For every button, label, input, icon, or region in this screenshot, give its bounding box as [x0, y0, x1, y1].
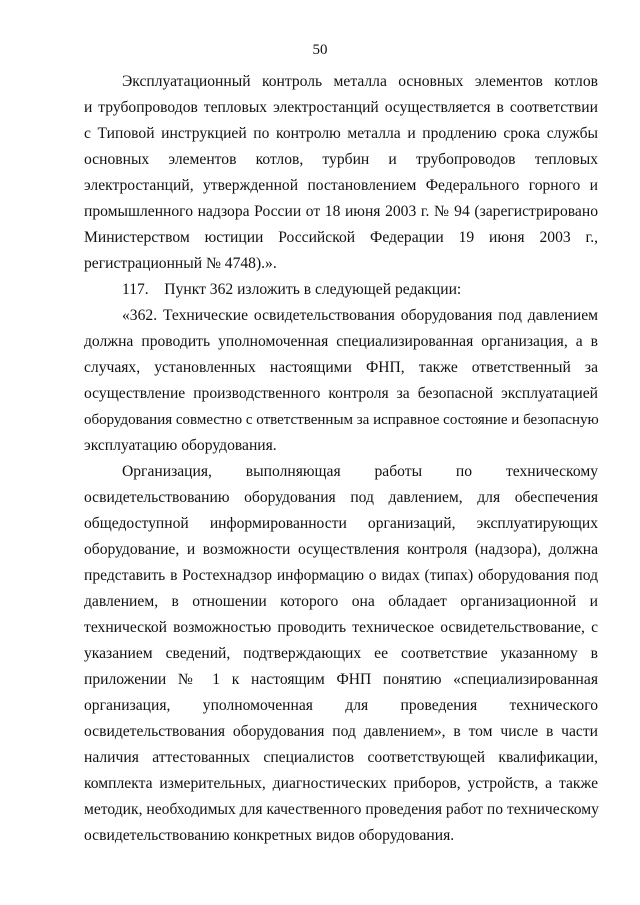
- item-117-heading: 117. Пункт 362 изложить в следующей редакции:: [122, 281, 462, 298]
- paragraph-4-line: освидетельствования оборудования под давлением», в том числе в части: [84, 723, 598, 740]
- paragraph-4-line: Организация, выполняющая работы по техническому: [122, 463, 598, 480]
- paragraph-3-line: должна проводить уполномоченная специализированная организация, а в: [84, 333, 598, 350]
- paragraph-1-line: с Типовой инструкцией по контролю металла и продлению срока службы: [84, 125, 598, 142]
- paragraph-4-line: методик, необходимых для качественного проведения работ по техническому: [84, 801, 599, 818]
- paragraph-4-line: комплекта измерительных, диагностических приборов, устройств, а также: [84, 775, 598, 792]
- paragraph-1-line: Министерством юстиции Российской Федерации 19 июня 2003 г.,: [84, 229, 598, 246]
- paragraph-3-line: осуществление производственного контроля за безопасной эксплуатацией: [84, 385, 598, 402]
- paragraph-4-line: наличия аттестованных специалистов соответствующей квалификации,: [84, 749, 598, 766]
- page-number: 50: [312, 42, 328, 58]
- paragraph-1-line: регистрационный № 4748).».: [84, 255, 277, 272]
- paragraph-1-line: основных элементов котлов, турбин и трубопроводов тепловых: [84, 151, 598, 168]
- paragraph-4-line: оборудование, и возможности осуществления контроля (надзора), должна: [84, 541, 598, 558]
- paragraph-3-line: «362. Технические освидетельствования оборудования под давлением: [122, 307, 598, 324]
- paragraph-4-line: освидетельствованию конкретных видов оборудования.: [84, 827, 455, 844]
- paragraph-3-line: эксплуатацию оборудования.: [84, 437, 277, 454]
- paragraph-4-line: освидетельствованию оборудования под давлением, для обеспечения: [84, 489, 598, 506]
- paragraph-1-line: электростанций, утвержденной постановлением Федерального горного и: [84, 177, 598, 194]
- paragraph-1-line: и трубопроводов тепловых электростанций осуществляется в соответствии: [84, 99, 598, 116]
- paragraph-4-line: давлением, в отношении которого она обладает организационной и: [84, 593, 598, 610]
- paragraph-3-line: случаях, установленных настоящими ФНП, также ответственный за: [84, 359, 598, 376]
- paragraph-4-line: приложении № 1 к настоящим ФНП понятию «специализированная: [84, 671, 598, 688]
- paragraph-4-line: технической возможностью проводить техническое освидетельствование, с: [84, 619, 598, 636]
- paragraph-4-line: указанием сведений, подтверждающих ее соответствие указанному в: [84, 645, 598, 662]
- paragraph-3-line: оборудования совместно с ответственным за исправное состояние и безопасную: [84, 412, 599, 428]
- paragraph-1-line: промышленного надзора России от 18 июня 2003 г. № 94 (зарегистрировано: [84, 203, 598, 220]
- paragraph-4-line: общедоступной информированности организаций, эксплуатирующих: [84, 515, 598, 532]
- paragraph-1-line: Эксплуатационный контроль металла основных элементов котлов: [122, 73, 598, 90]
- paragraph-4-line: организация, уполномоченная для проведения технического: [84, 697, 598, 714]
- paragraph-4-line: представить в Ростехнадзор информацию о видах (типах) оборудования под: [84, 567, 598, 584]
